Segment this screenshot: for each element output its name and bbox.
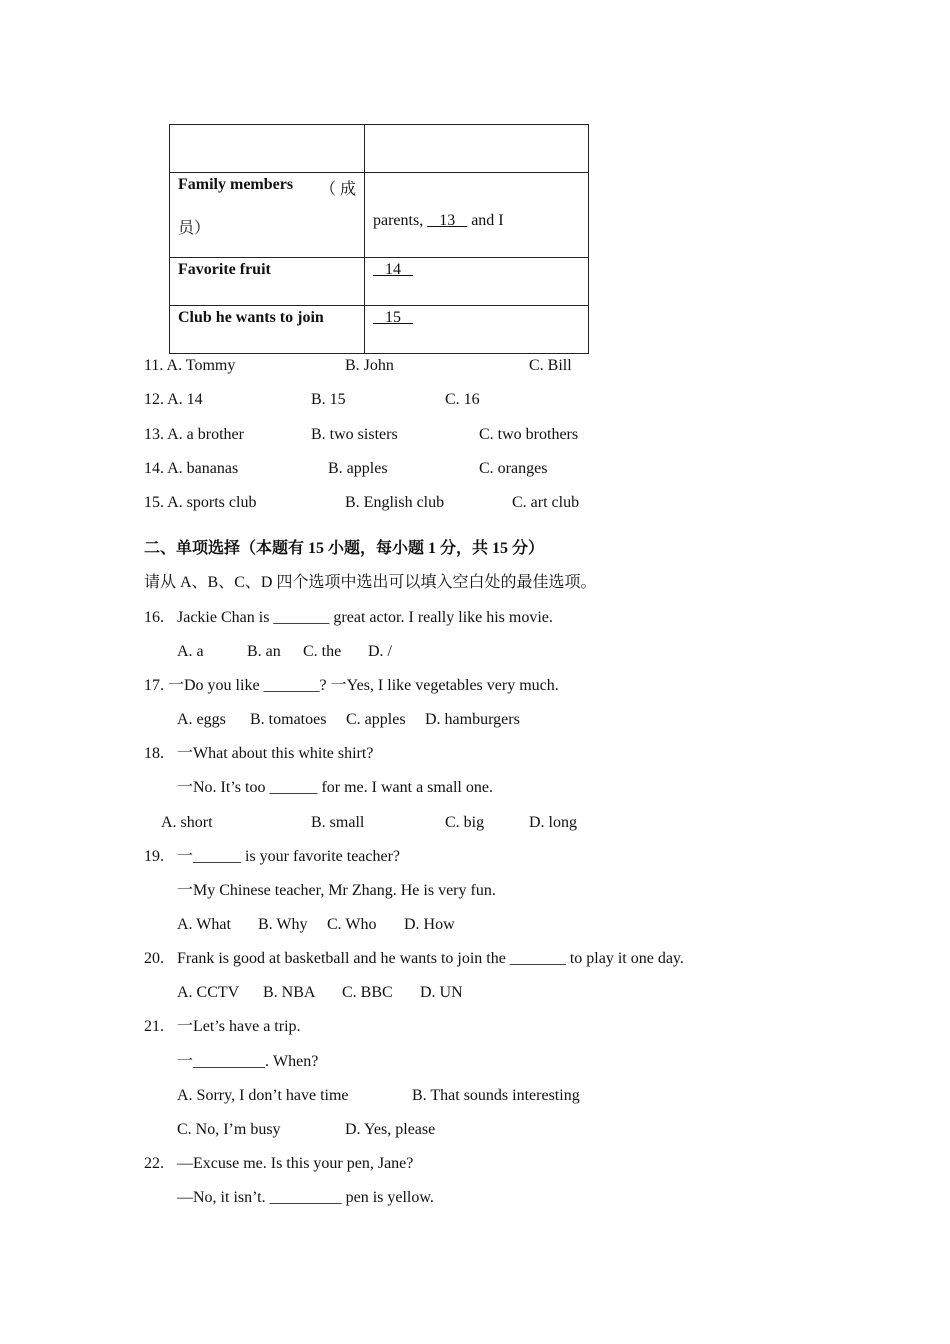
family-members-label	[178, 176, 356, 199]
club-label: Club he wants to join	[178, 309, 324, 326]
table-row	[170, 125, 589, 173]
question-text: —Excuse me. Is this your pen, Jane?	[177, 1155, 414, 1172]
option-d: D. UN	[420, 984, 463, 1001]
option-b: B. That sounds interesting	[412, 1087, 580, 1104]
option-a: A. Sorry, I don’t have time	[177, 1087, 349, 1104]
table-cell-label	[170, 258, 365, 306]
option-a: A. a	[177, 643, 204, 660]
option-d: D. hamburgers	[425, 711, 520, 728]
question-number: 22.	[144, 1155, 164, 1172]
option-b: B. NBA	[263, 984, 316, 1001]
option-d: D. Yes, please	[345, 1121, 436, 1138]
option-c: C. big	[445, 814, 485, 831]
question-text: —No, it isn’t. _________ pen is yellow.	[177, 1189, 434, 1206]
question-number: 19.	[144, 848, 164, 865]
favorite-fruit-label: Favorite fruit	[178, 261, 271, 278]
option-c: C. the	[303, 643, 342, 660]
answer-blank: 14	[373, 261, 413, 278]
option-b: B. an	[247, 643, 281, 660]
option-a: A. What	[177, 916, 231, 933]
table-cell	[170, 125, 365, 173]
section-heading: 二、单项选择（本题有 15 小题，每小题 1 分，共 15 分）	[144, 540, 545, 557]
option-c: C. BBC	[342, 984, 393, 1001]
family-members-value	[373, 212, 580, 230]
option-q12-a: 12. A. 14	[144, 391, 203, 408]
question-text: 一______ is your favorite teacher?	[177, 848, 401, 865]
option-d: D. long	[529, 814, 577, 831]
option-q15-a: 15. A. sports club	[144, 494, 257, 511]
question-number: 21.	[144, 1018, 164, 1035]
option-q11-b: B. John	[345, 357, 394, 374]
question-text: 一Let’s have a trip.	[177, 1018, 301, 1035]
table-cell	[365, 125, 589, 173]
option-a: A. eggs	[177, 711, 226, 728]
table-cell-value	[365, 173, 589, 258]
option-d: D. How	[404, 916, 455, 933]
question-text: 一No. It’s too ______ for me. I want a small one.	[177, 779, 493, 796]
answer-blank: 13	[427, 212, 468, 229]
option-q14-b: B. apples	[328, 460, 388, 477]
info-table	[169, 124, 589, 354]
option-a: A. CCTV	[177, 984, 240, 1001]
question-number: 18.	[144, 745, 164, 762]
answer-blank: 15	[373, 309, 413, 326]
label-text: （ 成	[319, 181, 356, 198]
option-q13-a: 13. A. a brother	[144, 426, 244, 443]
table-row	[170, 306, 589, 354]
option-b: B. small	[311, 814, 365, 831]
question-number: 20.	[144, 950, 164, 967]
option-q15-b: B. English club	[345, 494, 445, 511]
label-text: 员）	[178, 220, 211, 237]
question-text: Frank is good at basketball and he wants to join the _______ to play it one day.	[177, 950, 684, 967]
label-text: Family members	[178, 176, 294, 193]
question-text: 一What about this white shirt?	[177, 745, 374, 762]
option-q13-c: C. two brothers	[479, 426, 579, 443]
table-row	[170, 173, 589, 258]
value-text: parents,	[373, 212, 428, 229]
question-number: 16.	[144, 609, 164, 626]
option-c: C. apples	[346, 711, 406, 728]
option-q15-c: C. art club	[512, 494, 580, 511]
section-instruction: 请从 A、B、C、D 四个选项中选出可以填入空白处的最佳选项。	[144, 574, 597, 591]
table-cell-value	[365, 306, 589, 354]
table-cell-value	[365, 258, 589, 306]
option-c: C. Who	[327, 916, 377, 933]
option-c: C. No, I’m busy	[177, 1121, 281, 1138]
option-q13-b: B. two sisters	[311, 426, 398, 443]
option-d: D. /	[368, 643, 392, 660]
question-text: 一_________. When?	[177, 1053, 319, 1070]
option-q12-b: B. 15	[311, 391, 346, 408]
option-a: A. short	[161, 814, 213, 831]
option-b: B. Why	[258, 916, 308, 933]
value-text: and I	[467, 212, 504, 229]
question-text: Jackie Chan is _______ great actor. I really like his movie.	[177, 609, 553, 626]
option-q11-a: 11. A. Tommy	[144, 357, 236, 374]
table-cell-label	[170, 306, 365, 354]
question-text: 17. 一Do you like _______? 一Yes, I like vegetables very much.	[144, 677, 559, 694]
table-row	[170, 258, 589, 306]
option-b: B. tomatoes	[250, 711, 327, 728]
option-q12-c: C. 16	[445, 391, 480, 408]
option-q14-c: C. oranges	[479, 460, 548, 477]
option-q14-a: 14. A. bananas	[144, 460, 239, 477]
table-cell-label	[170, 173, 365, 258]
question-text: 一My Chinese teacher, Mr Zhang. He is very fun.	[177, 882, 496, 899]
option-q11-c: C. Bill	[529, 357, 572, 374]
